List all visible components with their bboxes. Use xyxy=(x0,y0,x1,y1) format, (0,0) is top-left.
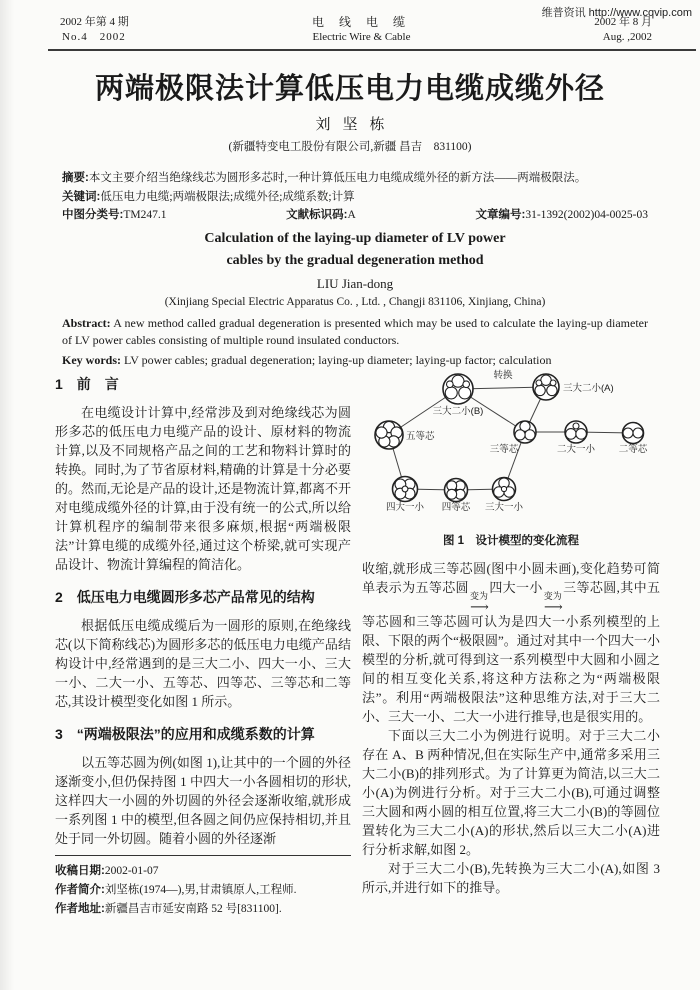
received-value: 2002-01-07 xyxy=(104,865,159,877)
abstract-text-en: A new method called gradual degeneration is presented which may be used to calculate the laying-up diameter of LV power cables consisting of multiple round insulated conductors. xyxy=(62,316,648,347)
paper-title-en-line1: Calculation of the laying-up diameter of LV power xyxy=(204,231,506,246)
node-4equal xyxy=(445,479,468,502)
bio-label: 作者简介: xyxy=(55,884,105,896)
right-column xyxy=(362,366,660,897)
section-3-heading: 3 “两端极限法”的应用和成缆系数的计算 xyxy=(55,726,315,742)
classification-line xyxy=(62,206,648,225)
arrow-label: 变为 xyxy=(469,591,488,601)
arrow-glyph: ⟶ xyxy=(470,599,488,614)
author-cn: 刘坚栋 xyxy=(315,117,397,133)
paper-title-cn: 两端极限法计算低压电力电缆成缆外径 xyxy=(94,73,605,105)
doc-code-item xyxy=(286,206,356,225)
address-value: 新疆昌吉市延安南路 52 号[831100]. xyxy=(104,903,282,915)
issue-cn: 2002 年第 4 期 xyxy=(60,16,129,28)
bio-value: 刘坚栋(1974—),男,甘肃镇原人,工程师. xyxy=(104,884,297,896)
author-bio-line xyxy=(55,881,351,900)
rc-p1-seg2: 四大一小 xyxy=(488,580,543,595)
transform-arrow-icon xyxy=(470,592,488,612)
node-4big1small xyxy=(393,477,418,502)
arrow-label: 变为 xyxy=(543,591,562,601)
node-5equal xyxy=(375,421,403,449)
footnote-block xyxy=(55,855,351,919)
label-5equal: 五等芯 xyxy=(406,431,435,442)
section-2-heading: 2 低压电力电缆圆形多芯产品常见的结构 xyxy=(55,589,315,605)
keywords-label-en: Key words: xyxy=(62,353,121,367)
affiliation-en: (Xinjiang Special Electric Apparatus Co. , Ltd. , Changji 831106, Xinjiang, China) xyxy=(164,296,546,308)
clc-label: 中图分类号: xyxy=(62,209,124,221)
journal-name-en: Electric Wire & Cable xyxy=(312,31,411,43)
node-2equal xyxy=(623,423,644,444)
section-1-paragraph: 在电缆设计计算中,经常涉及到对绝缘线芯为圆形多芯的低压电力电缆产品的设计、原材料的物流计算,以及不同规格产品之间的工艺和物料计算时的转换。同时,为了节省原材料,精确的计算是十分必要的。然而,无论是产品的设计,还是物流计算,都离不开对电缆成缆外径的计算,由于没有统一的公式,所以给计算机程序的编制带来很多麻烦,根据“两端极限法”计算电缆的成缆外径,通过这个桥梁,就可实现产品设计、物流计算编程的简洁化。 xyxy=(55,405,351,572)
journal-issue xyxy=(48,15,129,45)
arrow-glyph: ⟶ xyxy=(543,599,562,614)
header-rule xyxy=(48,49,696,51)
article-id-value: 31-1392(2002)04-0025-03 xyxy=(525,209,648,221)
rc-p1-seg3: 三等芯圆,其中五等芯圆和三等芯圆可认为是四大一小系列模型的上限、下限的两个“极限圆”。通过对其中一个四大一小模型的分析,就可得到这一系列模型中大圆和小圆之间的相互变化关系,将这种方法称之为“两端极限法”。利用“两端极限法”这种思维方法,对于三大二小、三大一小、二大一小进行推导,也是很实用的。 xyxy=(362,580,660,724)
abstract-text-cn: 本文主要介绍当绝缘线芯为圆形多芯时,一种计算低压电力电缆成缆外径的新方法——两端极限法。 xyxy=(88,172,587,184)
label-4equal: 四等芯 xyxy=(441,502,471,513)
node-3equal xyxy=(514,421,536,443)
journal-header xyxy=(48,15,696,45)
article-id-label: 文章编号: xyxy=(475,209,526,221)
node-3big2small-A xyxy=(533,374,559,400)
transform-arrow-icon xyxy=(544,592,562,612)
right-column-paragraph-2: 下面以三大二小为例进行说明。对于三大二小存在 A、B 两种情况,但在实际生产中,通常多采用三大二小(B)的排列形式。为了计算更为简洁,以三大二小(A)为例进行分析。对于三大二小(B),可通过调整三大圆和两小圆的相互位置,将三大二小(B)的等圆位置转化为三大二小(A)的形状,然后以三大二小(A)进行分析求解,如图 2。 xyxy=(362,728,660,857)
label-4big1small: 四大一小 xyxy=(385,502,425,513)
abstract-en xyxy=(62,315,648,349)
date-en: Aug. ,2002 xyxy=(602,31,652,43)
date-cn: 2002 年 8 月 xyxy=(594,16,652,28)
article-id-item xyxy=(476,206,649,225)
label-3big1small: 三大一小 xyxy=(484,502,524,513)
section-3-paragraph: 以五等芯圆为例(如图 1),让其中的一个圆的外径逐渐变小,但仍保持图 1 中四大一小各圆相切的形状,这样四大一小圆的外切圆的外径会逐渐收缩,就形成一系列图 1 中的模型,但各圆之间仍应保持相切,并且处于同一外切圆。随着小圆的外径逐渐 xyxy=(55,755,351,846)
abstract-cn-line xyxy=(62,169,648,188)
doc-code-label: 文献标识码: xyxy=(286,209,348,221)
chinese-meta-block xyxy=(62,169,648,225)
section-1-heading: 1 前 言 xyxy=(55,376,119,392)
keywords-label-cn: 关键词: xyxy=(62,190,101,203)
label-3big2small-A: 三大二小(A) xyxy=(563,383,614,394)
received-date-line xyxy=(55,862,351,881)
english-block xyxy=(62,228,648,369)
design-model-flow-diagram xyxy=(362,366,660,524)
label-2equal: 二等芯 xyxy=(618,444,648,455)
address-label: 作者地址: xyxy=(55,903,105,915)
right-column-paragraph-3: 对于三大二小(B),先转换为三大二小(A),如图 3 所示,并进行如下的推导。 xyxy=(362,861,660,895)
watermark: 维普资讯 http://www.cqvip.com xyxy=(541,7,692,19)
issue-en: No.4 2002 xyxy=(62,31,126,43)
label-3big2small-B: 三大二小(B) xyxy=(432,406,484,417)
label-3equal: 三等芯 xyxy=(489,444,519,455)
keywords-text-cn: 低压电力电缆;两端极限法;成缆外径;成缆系数;计算 xyxy=(100,190,355,203)
node-3big2small-B xyxy=(443,374,473,404)
label-2big1small: 二大一小 xyxy=(556,444,596,455)
rc-p1-seg1: 收缩,就形成三等芯圆(图中小圆未画),变化趋势可简单表示为五等芯圆 xyxy=(362,561,660,595)
section-2-paragraph: 根据低压电缆成缆后为一圆形的原则,在绝缘线芯(以下简称线芯)为圆形多芯的低压电力电缆产品结构设计中,经常遇到的是三大二小、四大一小、三大一小、二大一小、五等芯、四等芯、三等芯和二等芯,其设计模型变化如图 1 所示。 xyxy=(55,618,351,709)
edge-label-transform: 转换 xyxy=(493,370,513,381)
keywords-cn-line xyxy=(62,188,648,207)
author-en: LIU Jian-dong xyxy=(316,276,394,291)
left-column xyxy=(55,374,351,919)
figure-1 xyxy=(362,366,660,551)
node-2big1small xyxy=(565,421,587,443)
right-column-paragraph-1 xyxy=(362,559,660,726)
journal-name-cn: 电 线 电 缆 xyxy=(311,15,411,29)
node-3big1small xyxy=(493,478,516,501)
received-label: 收稿日期: xyxy=(55,865,105,877)
journal-name xyxy=(312,15,411,45)
doc-code-value: A xyxy=(347,209,356,221)
affiliation-cn: (新疆特变电工股份有限公司,新疆 昌吉 831100) xyxy=(228,141,472,153)
journal-date xyxy=(594,15,696,45)
figure-1-caption: 图 1 设计模型的变化流程 xyxy=(442,535,580,547)
abstract-label-cn: 摘要: xyxy=(62,172,89,184)
abstract-label-en: Abstract: xyxy=(62,316,111,330)
keywords-text-en: LV power cables; gradual degeneration; laying-up diameter; laying-up factor; calculation xyxy=(124,353,552,367)
clc-item xyxy=(62,206,166,225)
paper-title-en-line2: cables by the gradual degeneration method xyxy=(226,253,484,268)
author-address-line xyxy=(55,900,351,919)
clc-value: TM247.1 xyxy=(123,209,167,221)
